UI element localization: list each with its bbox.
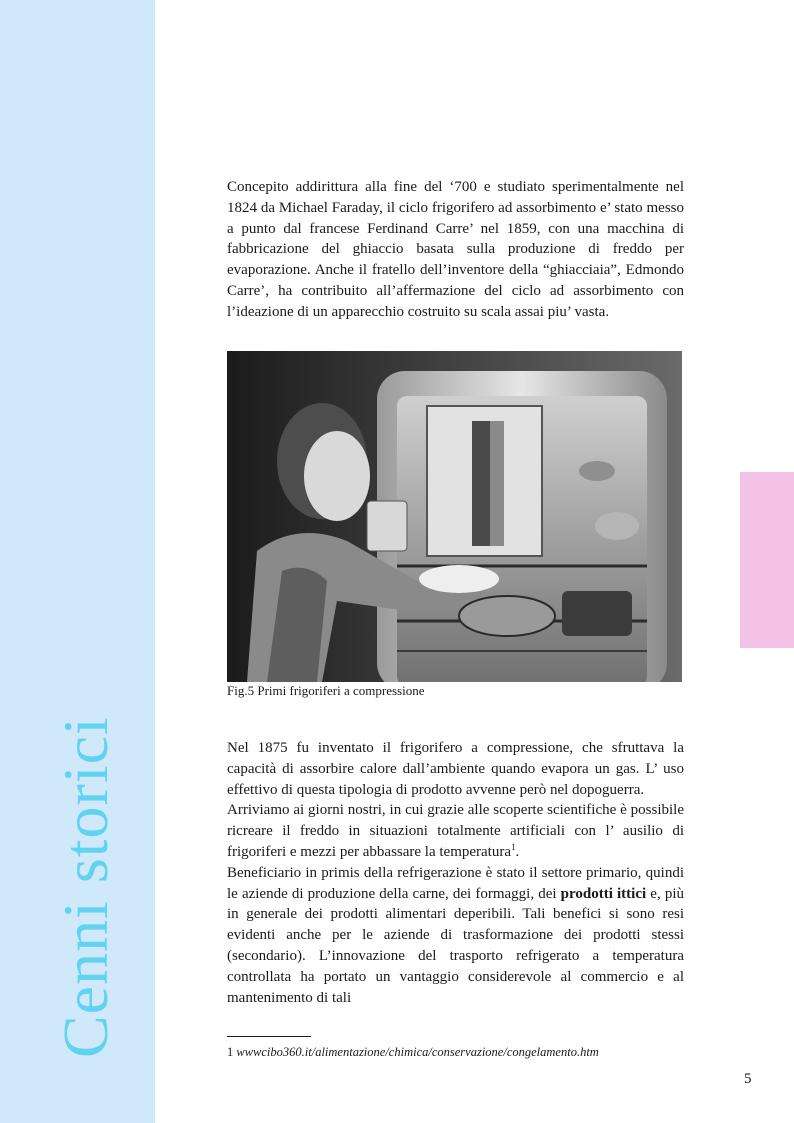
footnote-url: wwwcibo360.it/alimentazione/chimica/conservazione/congelamento.htm	[236, 1045, 599, 1059]
section-tab	[740, 472, 794, 648]
intro-paragraph: Concepito addirittura alla fine del ‘700 e studiato sperimentalmente nel 1824 da Michael Faraday, il ciclo frigorifero ad assorbimento e’ stato messo a punto dal francese Ferdinand Carre’ nel 1859, con una macchina di fabbricazione del ghiaccio basata sulla produzione di freddo per evaporazione. Anche il fratello dell’inventore della “ghiacciaia”, Edmondo Carre’, ha contribuito all’affermazione del ciclo ad assorbimento con l’ideazione di un apparecchio costruito su scala assai piu’ vasta.	[227, 179, 684, 320]
intro-text	[227, 177, 684, 323]
footnote-number: 1	[227, 1045, 234, 1059]
figure-caption: Fig.5 Primi frigoriferi a compressione	[227, 683, 425, 698]
body-paragraph-3	[227, 863, 684, 1009]
section-title: Cenni storici	[50, 716, 121, 1058]
figure-refrigerator-photo	[227, 351, 682, 682]
footnote-ref: 1	[511, 841, 516, 852]
refrigerator-photo-illustration	[227, 351, 682, 682]
bold-term: prodotti ittici	[560, 885, 647, 902]
footnote-rule	[227, 1036, 311, 1037]
body-paragraph-2-text: Arriviamo ai giorni nostri, in cui grazie alle scoperte scientifiche è possibile ricreare il freddo in situazioni totalmente artificiali con l’ ausilio di frigoriferi e mezzi per abbassare la temperatura	[227, 802, 684, 860]
body-paragraph-1: Nel 1875 fu inventato il frigorifero a compressione, che sfruttava la capacità di assorbire calore dall’ambiente quando evapora un gas. L’ uso effettivo di questa tipologia di prodotto avvenne però nel dopoguerra.	[227, 740, 684, 798]
footnote	[227, 1044, 599, 1060]
body-paragraph-3-end: e, più in generale dei prodotti alimentari deperibili. Tali benefici si sono resi evidenti anche per le aziende di trasformazione dei prodotti stessi (secondario). L’innovazione del trasporto refrigerato a temperatura controllata ha portato un vantaggio considerevole al commercio e al mantenimento di tali	[227, 885, 684, 1006]
page-number: 5	[744, 1071, 752, 1087]
body-text	[227, 738, 684, 1008]
body-paragraph-2-end: .	[515, 843, 520, 860]
body-paragraph-2	[227, 800, 684, 862]
body-paragraph-3-start: Beneficiario in primis della refrigerazione è stato il settore primario, quindi le aziende di produzione della carne, dei formaggi, dei	[227, 864, 684, 902]
